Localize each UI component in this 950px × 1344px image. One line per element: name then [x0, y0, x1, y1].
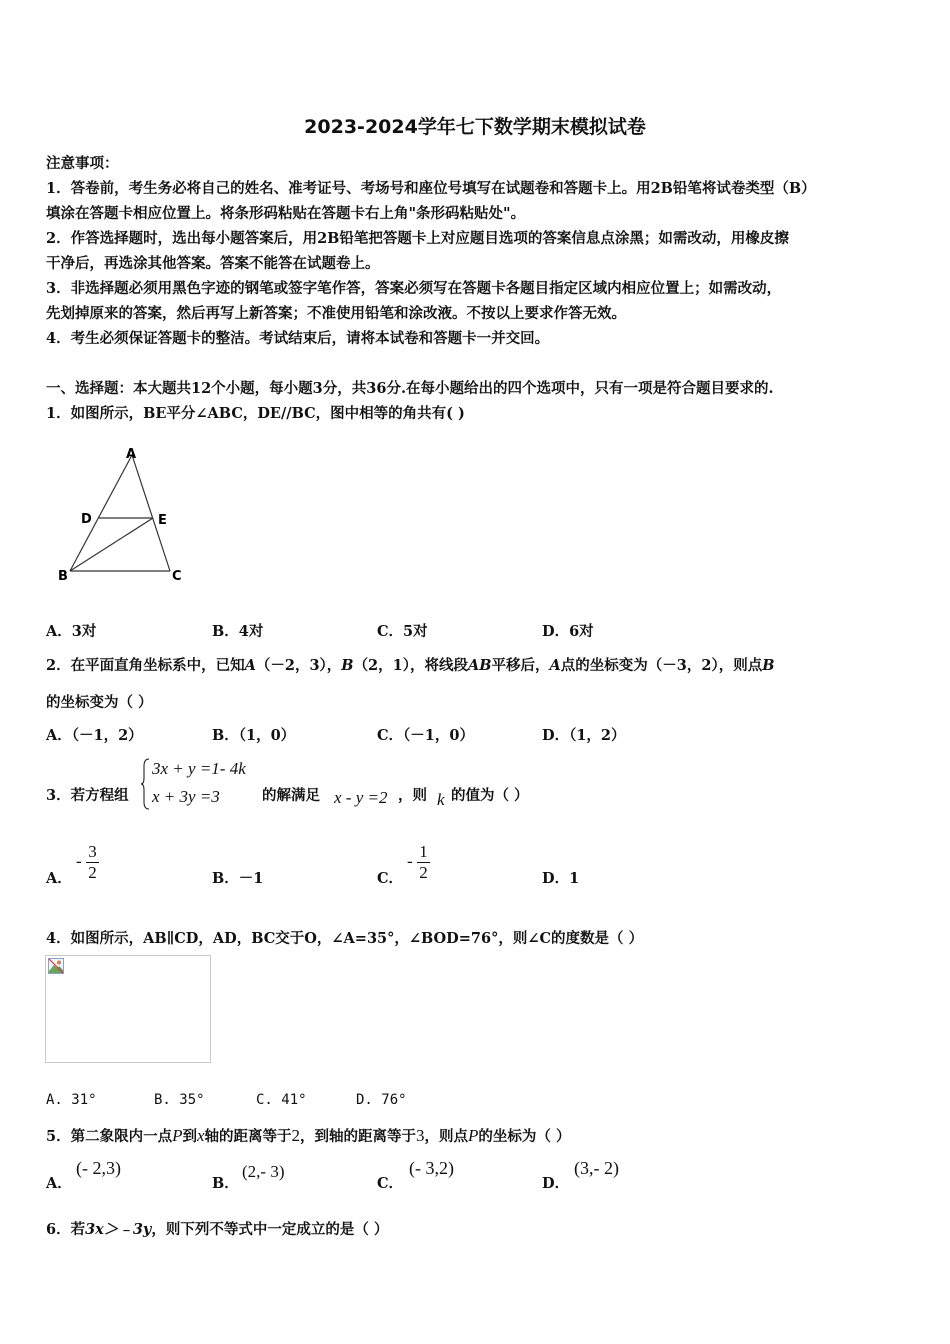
question-3-mid: 的解满足 — [262, 787, 320, 804]
option-a: A． — [46, 1175, 72, 1192]
question-3-then: ，则 — [398, 787, 427, 804]
option-c-value: (- 3,2) — [409, 1158, 454, 1178]
notice-heading: 注意事项： — [46, 155, 119, 172]
option-d: D．1 — [542, 870, 580, 887]
option-c-value: - $\frac{1}{2}$ — [407, 842, 428, 882]
notice-line: 4．考生必须保证答题卡的整洁。考试结束后，请将本试卷和答题卡一并交回。 — [46, 330, 550, 347]
question-5-stem: 5．第二象限内一点P到x轴的距离等于2，到轴的距离等于3，则点P的坐标为（ ） — [46, 1126, 571, 1145]
section-heading: 一、选择题：本大题共12个小题，每小题3分，共36分.在每小题给出的四个选项中，只有一项是符合题目要求的. — [46, 380, 774, 397]
equation-2: x + 3y =3 — [152, 787, 220, 806]
option-c: C． — [377, 870, 404, 887]
option-c: C．5对 — [377, 623, 428, 640]
label-C: C — [172, 569, 182, 584]
label-B: B — [58, 569, 68, 584]
condition: x - y =2 — [334, 788, 388, 807]
option-c: C．（－1，0） — [377, 727, 474, 744]
label-A: A — [126, 447, 137, 462]
option-d: D．（1，2） — [542, 727, 626, 744]
question-6-stem: 6．若3x＞﹣3y，则下列不等式中一定成立的是（ ） — [46, 1221, 389, 1238]
option-b: B．（1，0） — [212, 727, 296, 744]
option-a: A. 31° — [46, 1092, 97, 1108]
option-c: C. 41° — [256, 1092, 307, 1108]
question-3-prefix: 3．若方程组 — [46, 787, 129, 804]
option-d: D. 76° — [356, 1092, 407, 1108]
question-4-stem: 4．如图所示，AB∥CD，AD，BC交于O，∠A=35°，∠BOD=76°，则∠C的度数是（ ） — [46, 930, 644, 947]
notice-line: 先划掉原来的答案，然后再写上新答案；不准使用铅笔和涂改液。不按以上要求作答无效。 — [46, 305, 626, 322]
missing-image-placeholder — [45, 955, 211, 1063]
broken-image-icon — [48, 958, 64, 974]
option-a: A． — [46, 870, 72, 887]
option-a: A．（－1，2） — [46, 727, 143, 744]
label-E: E — [158, 513, 167, 528]
page-title: 2023-2024学年七下数学期末模拟试卷 — [304, 116, 646, 138]
option-d: D． — [542, 1175, 570, 1192]
brace-icon — [140, 758, 150, 810]
label-D: D — [81, 512, 92, 527]
option-a: A．3对 — [46, 623, 97, 640]
question-3-post: 的值为（ ） — [451, 787, 529, 804]
question-1-stem: 1．如图所示，BE平分∠ABC，DE//BC，图中相等的角共有( ) — [46, 405, 465, 422]
option-a-value: (- 2,3) — [76, 1158, 121, 1178]
option-b: B． — [212, 1175, 239, 1192]
option-c: C． — [377, 1175, 404, 1192]
var-k: k — [437, 790, 445, 809]
option-b-value: (2,- 3) — [242, 1162, 285, 1181]
triangle-figure — [50, 440, 200, 590]
option-b: B．4对 — [212, 623, 264, 640]
option-d: D．6对 — [542, 623, 594, 640]
notice-line: 3．非选择题必须用黑色字迹的钢笔或签字笔作答，答案必须写在答题卡各题目指定区域内相应位置上；如需改动， — [46, 280, 782, 297]
option-d-value: (3,- 2) — [574, 1158, 619, 1178]
equation-1: 3x + y =1- 4k — [152, 759, 246, 778]
notice-line: 2．作答选择题时，选出每小题答案后，用2B铅笔把答题卡上对应题目选项的答案信息点涂黑；如需改动，用橡皮擦 — [46, 230, 789, 247]
question-2-line2: 的坐标变为（ ） — [46, 694, 153, 711]
option-b: B．－1 — [212, 870, 264, 887]
notice-line: 1．答卷前，考生务必将自己的姓名、准考证号、考场号和座位号填写在试题卷和答题卡上。用2B铅笔将试卷类型（B） — [46, 180, 816, 197]
question-2-stem: 2．在平面直角坐标系中，已知A（－2，3），B（2，1），将线段AB平移后，A点的坐标变为（－3，2），则点B — [46, 657, 775, 674]
option-b: B. 35° — [154, 1092, 205, 1108]
notice-line: 干净后，再选涂其他答案。答案不能答在试题卷上。 — [46, 255, 380, 272]
option-a-value: - $\frac{3}{2}$ — [76, 842, 97, 882]
notice-line: 填涂在答题卡相应位置上。将条形码粘贴在答题卡右上角"条形码粘贴处"。 — [46, 205, 526, 222]
